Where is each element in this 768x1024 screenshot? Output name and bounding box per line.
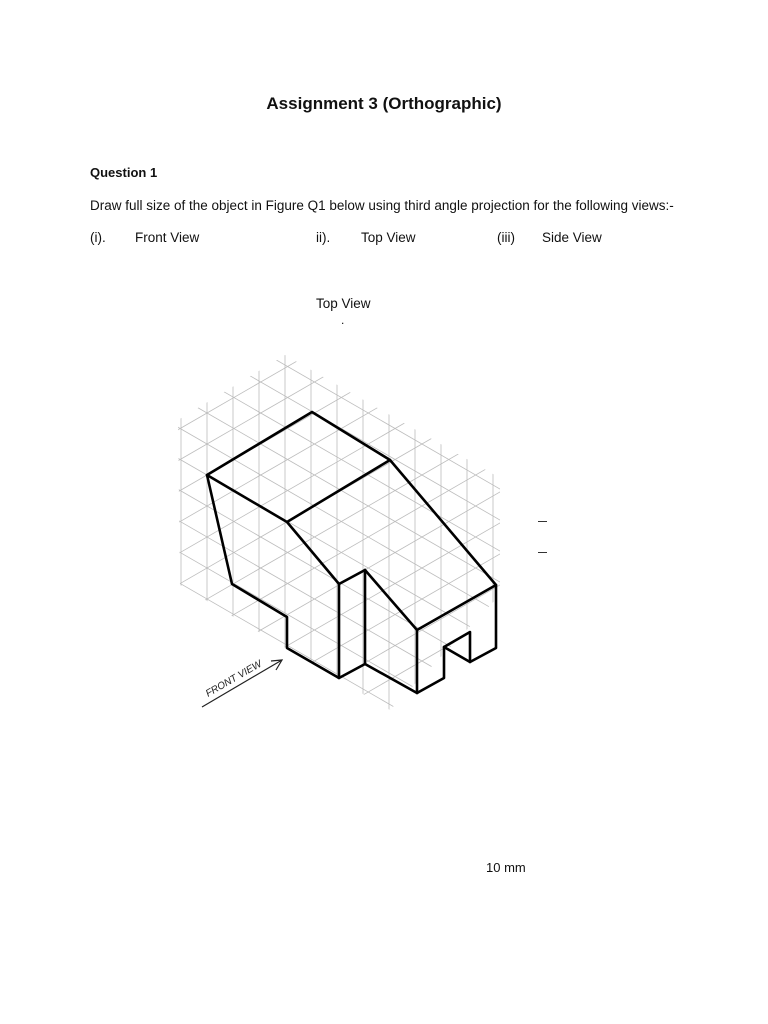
front-view-label: FRONT VIEW xyxy=(204,658,264,700)
grid-line xyxy=(0,585,607,1024)
grid-line xyxy=(0,0,607,241)
grid-line xyxy=(0,740,607,1024)
grid-line xyxy=(0,0,607,427)
grid-line xyxy=(0,0,607,117)
grid-line xyxy=(0,0,607,272)
view-label-front: Front View xyxy=(135,230,200,245)
view-index-2: ii). xyxy=(316,230,331,245)
grid-line xyxy=(0,802,607,1024)
grid-line xyxy=(0,0,607,396)
grid-line xyxy=(0,0,607,458)
grid-line xyxy=(0,0,607,427)
grid-line xyxy=(0,678,607,1024)
question-instruction: Draw full size of the object in Figure Q1 below using third angle projection for the following views:- xyxy=(90,198,674,213)
grid-line xyxy=(0,616,607,1024)
grid-line xyxy=(0,585,607,1024)
question-heading: Question 1 xyxy=(90,165,158,180)
grid-line xyxy=(0,0,607,179)
grid-line xyxy=(0,0,607,148)
grid-line xyxy=(0,0,607,241)
grid-line xyxy=(0,0,607,86)
grid-line xyxy=(0,864,607,1024)
grid-line xyxy=(0,740,607,1024)
grid-line xyxy=(0,0,607,303)
grid-line xyxy=(0,275,607,737)
view-index-1: (i). xyxy=(90,230,106,245)
grid-line xyxy=(0,275,607,737)
view-label-top: Top View xyxy=(361,230,416,245)
grid-line xyxy=(0,0,607,86)
grid-line xyxy=(0,0,607,334)
grid-line xyxy=(0,647,607,1024)
view-index-3: (iii) xyxy=(497,230,515,245)
object-outline xyxy=(207,412,496,693)
grid-line xyxy=(0,0,607,365)
grid-line xyxy=(0,771,607,1024)
page-title: Assignment 3 (Orthographic) xyxy=(266,94,502,113)
grid-line xyxy=(0,0,607,210)
figure-top-view-marker: . xyxy=(341,313,345,327)
scale-label: 10 mm xyxy=(486,860,526,875)
grid-line xyxy=(0,771,607,1024)
figure-top-view-label: Top View xyxy=(316,296,371,311)
grid-line xyxy=(0,0,607,179)
grid-line xyxy=(0,647,607,1024)
grid-line xyxy=(0,0,607,396)
grid-line xyxy=(0,0,607,272)
grid-line xyxy=(0,0,607,334)
grid-line xyxy=(0,616,607,1024)
grid-line xyxy=(0,0,607,117)
grid-line xyxy=(0,0,607,303)
grid-line xyxy=(0,802,607,1024)
grid-line xyxy=(0,864,607,1024)
grid-line xyxy=(0,0,607,365)
grid-line xyxy=(0,678,607,1024)
view-label-side: Side View xyxy=(542,230,602,245)
grid-line xyxy=(0,0,607,458)
grid-line xyxy=(0,0,607,148)
grid-line xyxy=(0,0,607,210)
